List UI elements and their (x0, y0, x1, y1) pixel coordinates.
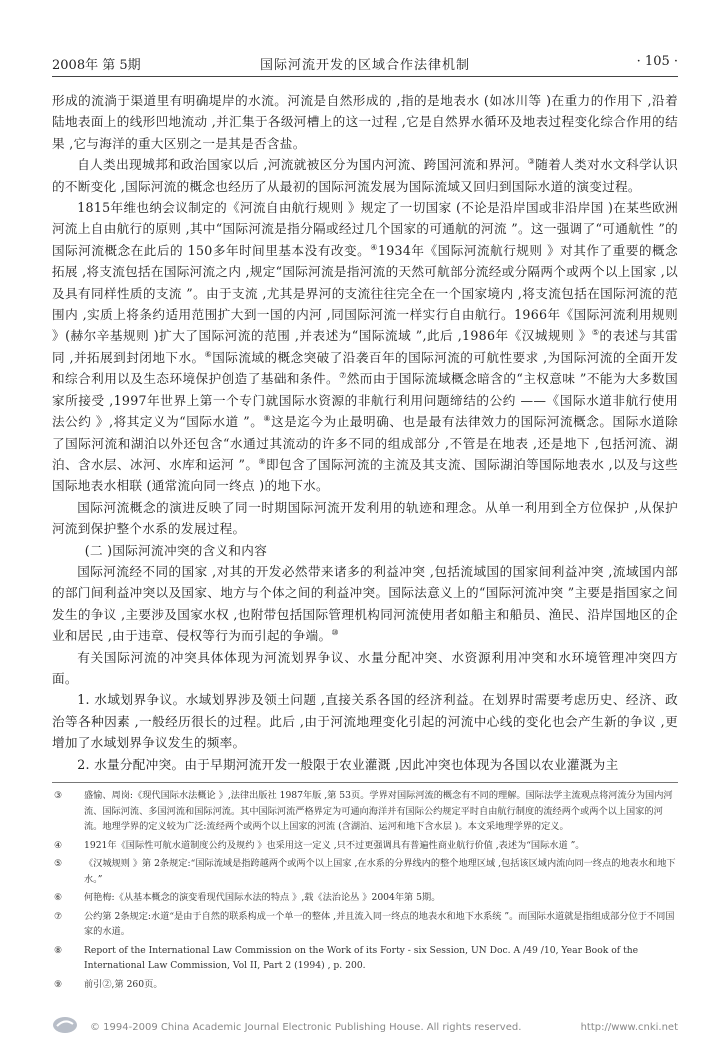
running-title: 国际河流开发的区域合作法律机制 (259, 58, 470, 73)
paragraph-text: 国际河流概念的演进反映了同一时期国际河流开发利用的轨迹和理念。从单一利用到全方位保护 ,从保护河流到保护整个水系的发展过程。 (52, 499, 678, 537)
paragraph-text: 然而由于国际流域概念暗含的“主权意味 ”不能为大多数国家所接受 ,1997年世界上第一个专门就国际水资源的非航行利用问题缔结的公约 ——《国际水道非航行使用法公约 》,将其定义为“国际水道 ”。 (52, 371, 679, 430)
paragraph-text: 1. 水域划界争议。水域划界涉及领土问题 ,直接关系各国的经济利益。在划界时需要考虑历史、经济、政治等各种因素 ,一般经历很长的过程。此后 ,由于河流地理变化引起的河流中心线的变化也会产生新的争议 ,更增加了水域划界争议发生的频率。 (52, 692, 678, 751)
copyright-text: © 1994-2009 China Academic Journal Electronic Publishing House. All rights reserved. (90, 1022, 522, 1033)
section-heading (52, 540, 678, 561)
paragraph-text: 1934年《国际河流航行规则 》对其作了重要的概念拓展 ,将支流包括在国际河流之内 ,规定“国际河流是指河流的天然可航部分流经或分隔两个或两个以上国家 ,以及具有同样性质的支流 ”。由于支流 ,尤其是界河的支流往往完全在一个国家境内 ,将支流包括在国际河流的范围内 ,实质上将条约适用范围扩大到一国的内河 ,同国际河流一样实行自由航行。1966年《国际河流利用规则 》(赫尔辛基规则 )扩大了国际河流的范围 ,并表述为“国际流域 ”,此后 ,1986年《汉城规则 》 (52, 242, 678, 344)
footnote-mark: ④ (54, 839, 63, 851)
page-number: · 105 · (636, 54, 678, 69)
paragraph-text: 国际河流经不同的国家 ,对其的开发必然带来诸多的利益冲突 ,包括流域国的国家间利益冲突 ,流域国内部的部门间利益冲突以及国家、地方与个体之间的利益冲突。国际法意义上的“国际河流冲突 ”主要是指国家之间发生的争议 ,主要涉及国家水权 ,也附带包括国际管理机构同河流使用者如船主和船员、渔民、沿岸国地区的企业和居民 ,由于违章、侵权等行为而引起的争端。 (52, 563, 678, 644)
issue-label: 2008年 第 5期 (52, 58, 141, 73)
page-footer (52, 1020, 678, 1040)
paragraph-text: 1815年维也纳会议制定的《河流自由航行规则 》规定了一切国家 (不论是沿岸国或非沿岸国 )在某些欧洲河流上自由航行的原则 ,其中“国际河流是指分隔或经过几个国家的可通航的河流 ”。这一强调了“可通航性 ”的国际河流概念在此后的 150多年时间里基本没有改变。 (52, 200, 678, 258)
footnote-text: 何艳梅:《从基本概念的演变看现代国际水法的特点 》,载《法治论丛 》2004年第 5期。 (84, 892, 441, 903)
body-paragraph (52, 90, 678, 154)
body-text (52, 90, 678, 775)
footnote-mark: ⑧ (54, 944, 63, 956)
paragraph-text: 随着人类对水文科学认识的不断变化 ,国际河流的概念也经历了从最初的国际河流发展为国际流域又回归到国际水道的演变过程。 (52, 157, 678, 194)
body-paragraph (52, 754, 678, 775)
footnote-mark: ③ (54, 790, 63, 801)
footnote (52, 909, 678, 940)
footnote (52, 890, 678, 906)
footnote-ref: ⑦ (339, 371, 347, 381)
footnote (52, 977, 678, 993)
paragraph-text: 的表述与其雷同 ,并拓展到封闭地下水。 (52, 328, 678, 365)
footnote-mark: ⑥ (54, 892, 63, 903)
paragraph-text: 即包含了国际河流的主流及其支流、国际湖泊等国际地表水 ,以及与这些国际地表水相联 (通常流向同一终点 )的地下水。 (52, 456, 678, 494)
footnote-ref: ④ (370, 242, 378, 252)
footnote-mark: ⑨ (54, 978, 63, 990)
footnote (52, 788, 678, 835)
footnote-mark: ⑤ (54, 858, 63, 869)
footnote (52, 838, 678, 854)
paragraph-text: 国际流域的概念突破了沿袭百年的国际河流的可航性要求 ,为国际河流的全面开发和综合利用以及生态环境保护创造了基础和条件。 (52, 349, 679, 387)
paragraph-text: 自人类出现城邦和政治国家以后 ,河流就被区分为国内河流、跨国河流和界河。 (77, 157, 528, 173)
footnote-rule (52, 782, 678, 783)
footnote-ref: ⑤ (591, 328, 600, 338)
paragraph-text: 形成的流淌于渠道里有明确堤岸的水流。河流是自然形成的 ,指的是地表水 (如冰川等 )在重力的作用下 ,沿着陆地表面上的线形凹地流动 ,并汇集于各级河槽上的这一过程 ,它是自然界水循环及地表过程变化综合作用的结果 ,它与海洋的重大区别之一是其是否含盐。 (52, 93, 678, 151)
cnki-logo-icon (52, 1015, 78, 1035)
footnote-text: 1921年《国际性可航水道制度公约及规约 》也采用这一定义 ,只不过更强调具有普遍性商业航行价值 ,表述为“国际水道 ”。 (84, 839, 585, 851)
body-paragraph (52, 647, 678, 690)
footnote-text: 盛愉、周岗:《现代国际水法概论 》,法律出版社 1987年版 ,第 53页。学界对国际河流的概念有不同的理解。国际法学主流观点将河流分为国内河流、国际河流、多国河流和国际河流。其中国际河流严格界定为可通向海洋并有国际公约规定平时自由航行制度的流经两个或两个以上国家的河流。地理学界的定义较为广泛:流经两个或两个以上国家的河流 (含湖泊、运河和地下含水层 )。本文采地理学界的定义。 (84, 790, 673, 832)
footnote-ref: ⑧ (263, 413, 272, 423)
footnote-text: 《汉城规则 》第 2条规定:“国际流域是指跨越两个或两个以上国家 ,在水系的分界线内的整个地理区域 ,包括该区域内流向同一终点的地表水和地下水。” (84, 858, 676, 885)
footnote (52, 943, 678, 974)
footnote-ref: ③ (527, 157, 536, 167)
body-paragraph (52, 154, 678, 197)
body-paragraph (52, 497, 678, 540)
footnote-text: 前引②,第 260页。 (84, 978, 163, 990)
body-paragraph (52, 197, 678, 497)
footnotes (52, 788, 678, 995)
footnote-text: Report of the International Law Commission on the Work of its Forty - six Session, UN Doc. A /49 /10, Year Book of the International Law Commission, Vol II, Part 2 (1994) , p. 200. (84, 944, 639, 971)
footer-url[interactable]: http://www.cnki.net (580, 1022, 678, 1033)
paragraph-text: (二 )国际河流冲突的含义和内容 (84, 542, 268, 558)
body-paragraph (52, 689, 678, 753)
paragraph-text: 有关国际河流的冲突具体体现为河流划界争议、水量分配冲突、水资源利用冲突和水环境管理冲突四方面。 (52, 649, 678, 686)
footnote-ref: ⑥ (204, 349, 213, 359)
header-rule (52, 76, 678, 77)
footnote-ref: ⑨ (258, 456, 266, 466)
body-paragraph (52, 561, 678, 647)
footnote-text: 公约第 2条规定:水道“是由于自然的联系构成一个单一的整体 ,并且流入同一终点的地表水和地下水系统 ”。而国际水道就是指组成部分位于不同国家的水道。 (84, 910, 675, 937)
footnote-mark: ⑦ (54, 910, 63, 922)
footnote (52, 856, 678, 887)
footnote-ref: ⑩ (331, 627, 339, 637)
paragraph-text: 2. 水量分配冲突。由于早期河流开发一般限于农业灌溉 ,因此冲突也体现为各国以农业灌溉为主 (77, 756, 619, 772)
running-header (52, 54, 678, 74)
paragraph-text: 这是迄今为止最明确、也是最有法律效力的国际河流概念。国际水道除了国际河流和湖泊以外还包含“水通过其流动的许多不同的组成部分 ,不管是在地表 ,还是地下 ,包括河流、湖泊、含水层、冰河、水库和运河 ”。 (52, 414, 678, 472)
